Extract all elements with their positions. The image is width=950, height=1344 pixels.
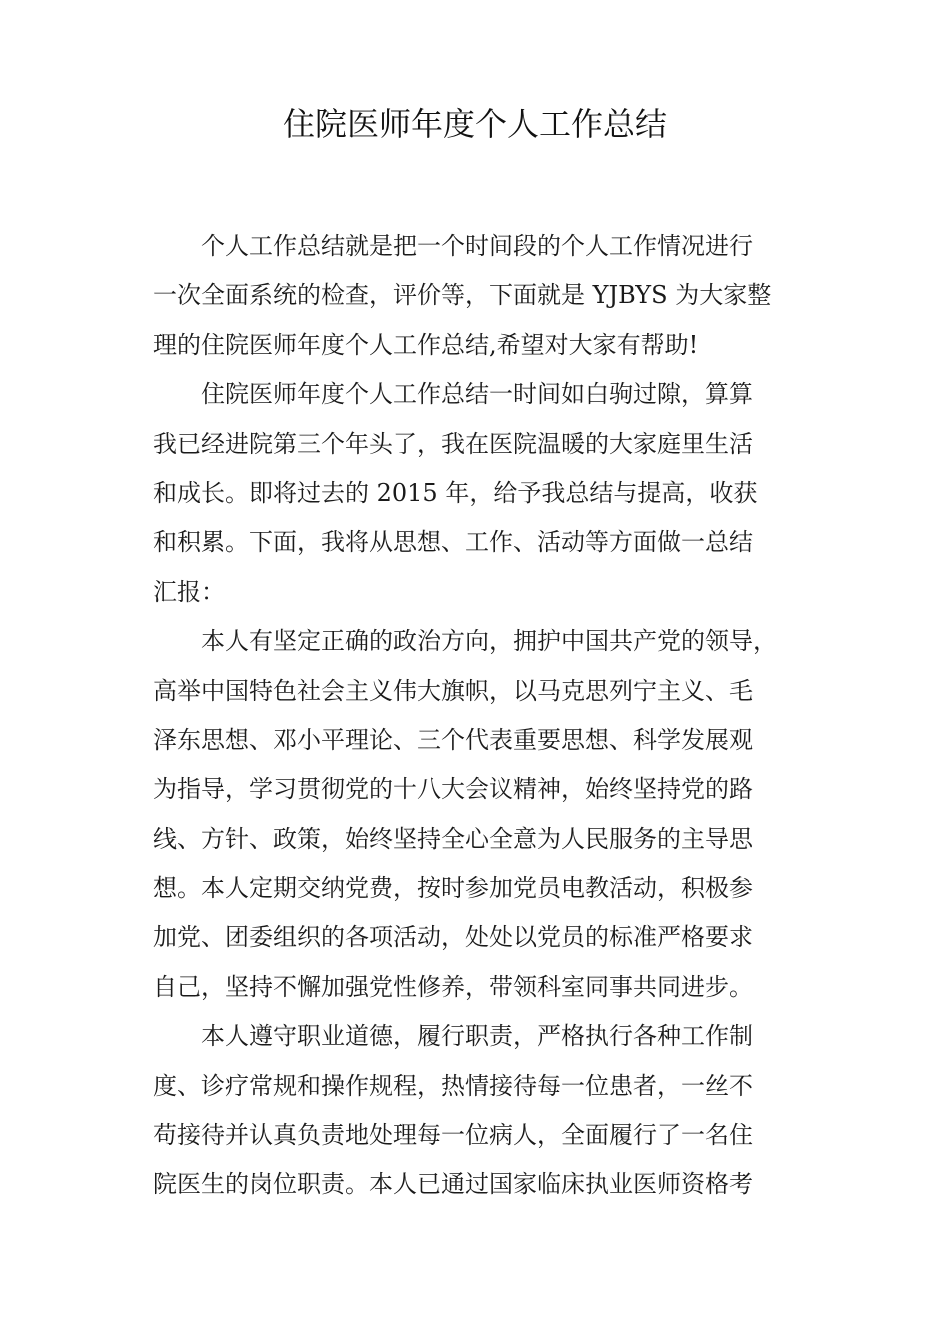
body-line: 院医生的岗位职责。本人已通过国家临床执业医师资格考 — [153, 1170, 753, 1199]
body-line: 一次全面系统的检查，评价等，下面就是 YJBYS 为大家整 — [153, 281, 772, 310]
body-line: 想。本人定期交纳党费，按时参加党员电教活动，积极参 — [153, 874, 753, 903]
body-line: 泽东思想、邓小平理论、三个代表重要思想、科学发展观 — [153, 725, 753, 754]
body-line: 苟接待并认真负责地处理每一位病人，全面履行了一名住 — [153, 1121, 753, 1150]
body-line: 为指导，学习贯彻党的十八大会议精神，始终坚持党的路 — [153, 775, 753, 804]
body-line: 个人工作总结就是把一个时间段的个人工作情况进行 — [153, 232, 753, 260]
body-line: 度、诊疗常规和操作规程，热情接待每一位患者，一丝不 — [153, 1071, 753, 1100]
body-line: 汇报： — [153, 577, 225, 606]
body-line: 我已经进院第三个年头了，我在医院温暖的大家庭里生活 — [153, 429, 753, 458]
document-body — [153, 222, 813, 1210]
body-line: 高举中国特色社会主义伟大旗帜，以马克思列宁主义、毛 — [153, 676, 753, 705]
body-line: 本人遵守职业道德，履行职责，严格执行各种工作制 — [153, 1022, 753, 1051]
body-line: 住院医师年度个人工作总结一时间如白驹过隙，算算 — [153, 380, 753, 409]
body-line: 加党、团委组织的各项活动，处处以党员的标准严格要求 — [153, 923, 753, 952]
body-line: 理的住院医师年度个人工作总结,希望对大家有帮助! — [153, 330, 699, 359]
body-line: 线、方针、政策，始终坚持全心全意为人民服务的主导思 — [153, 824, 753, 853]
body-line: 和积累。下面，我将从思想、工作、活动等方面做一总结 — [153, 528, 753, 557]
body-line: 和成长。即将过去的 2015 年，给予我总结与提高，收获 — [153, 478, 758, 507]
body-line: 本人有坚定正确的政治方向，拥护中国共产党的领导， — [153, 627, 777, 656]
body-line: 自己，坚持不懈加强党性修养，带领科室同事共同进步。 — [153, 972, 753, 1001]
document-title: 住院医师年度个人工作总结 — [282, 105, 667, 143]
